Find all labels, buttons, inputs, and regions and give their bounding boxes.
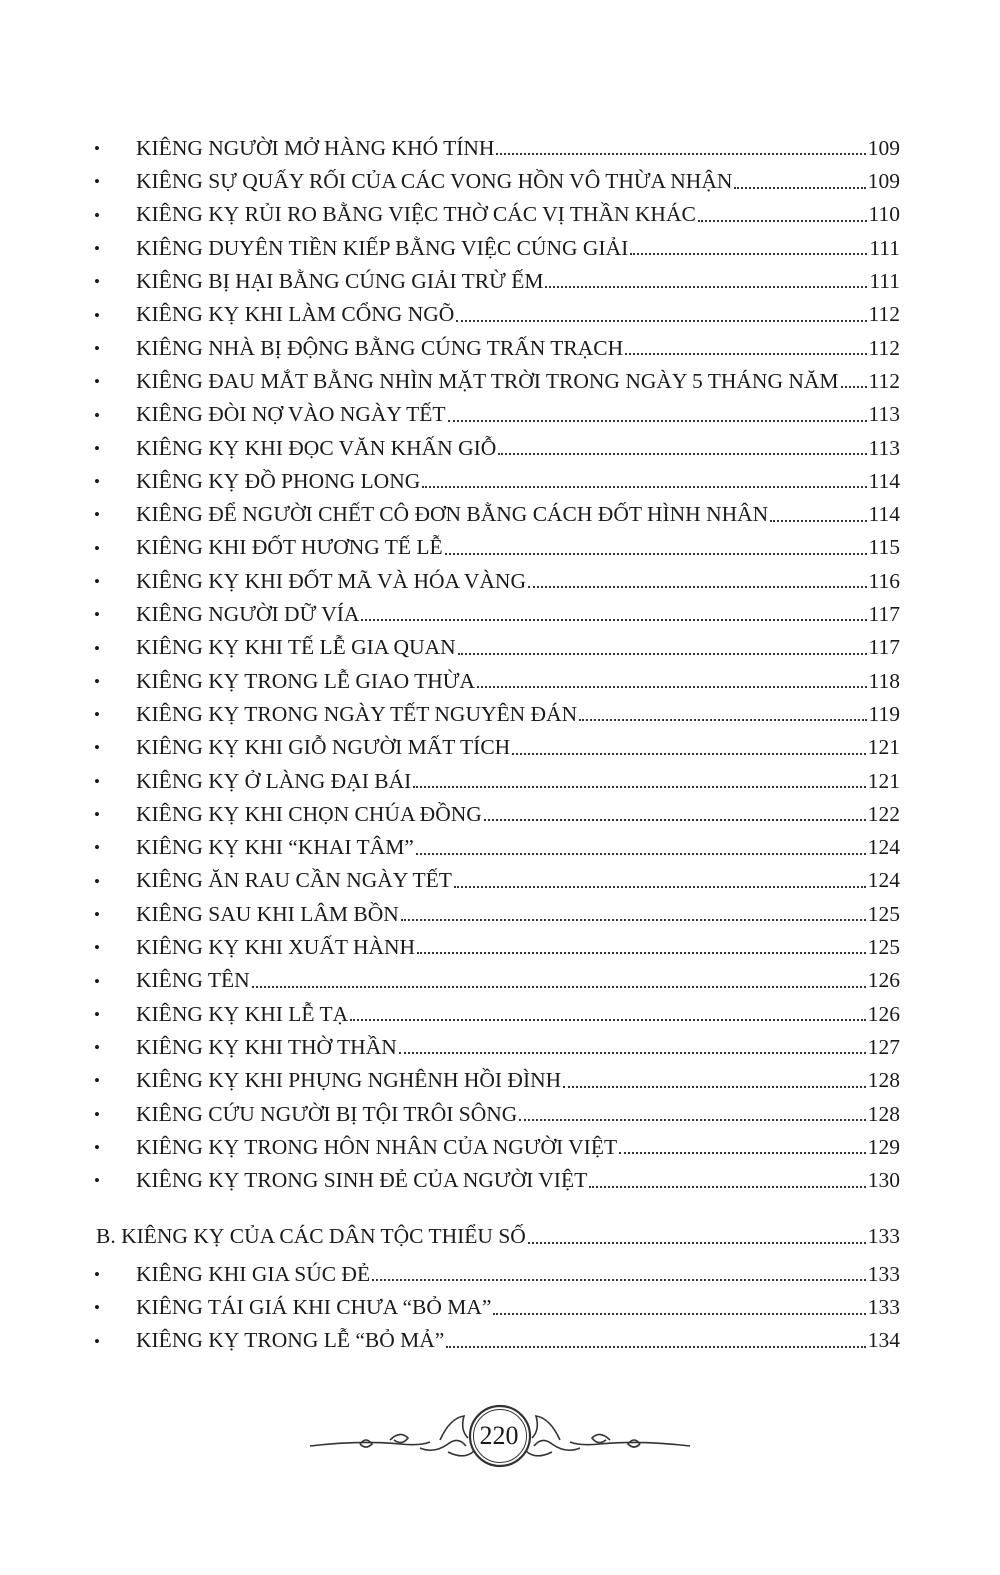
toc-entry bbox=[92, 398, 900, 431]
toc-list bbox=[92, 132, 900, 1198]
toc-entry bbox=[92, 498, 900, 531]
toc-entry bbox=[92, 1164, 900, 1197]
bullet-icon: • bbox=[94, 971, 100, 991]
leader-dots bbox=[361, 618, 866, 621]
toc-entry bbox=[92, 865, 900, 898]
section-item-label: KIÊNG KHI GIA SÚC ĐẺ bbox=[136, 1261, 371, 1286]
toc-entry-page: 126 bbox=[867, 1001, 900, 1026]
toc-entry-page: 117 bbox=[868, 602, 900, 627]
bullet-icon: • bbox=[94, 1265, 100, 1285]
toc-entry bbox=[92, 731, 900, 764]
toc-entry bbox=[92, 365, 900, 398]
bullet-icon: • bbox=[94, 838, 100, 858]
toc-entry-page: 114 bbox=[868, 502, 900, 527]
leader-dots bbox=[372, 1278, 866, 1281]
leader-dots bbox=[498, 452, 866, 455]
toc-entry-label: KIÊNG KỴ TRONG HÔN NHÂN CỦA NGƯỜI VIỆT bbox=[136, 1134, 618, 1159]
toc-entry-label: KIÊNG KỴ KHI GIỖ NGƯỜI MẤT TÍCH bbox=[136, 735, 511, 760]
toc-entry bbox=[92, 765, 900, 798]
bullet-icon: • bbox=[94, 505, 100, 525]
toc-entry bbox=[92, 598, 900, 631]
bullet-icon: • bbox=[94, 938, 100, 958]
page-number: 220 bbox=[479, 1421, 519, 1450]
toc-entry-page: 124 bbox=[867, 835, 900, 860]
leader-dots bbox=[625, 352, 866, 355]
toc-entry-label: KIÊNG KỴ KHI XUẤT HÀNH bbox=[136, 935, 416, 960]
leader-dots bbox=[512, 752, 866, 755]
toc-entry bbox=[92, 1098, 900, 1131]
bullet-icon: • bbox=[94, 572, 100, 591]
leader-dots bbox=[399, 1051, 866, 1054]
toc-entry-page: 124 bbox=[867, 868, 900, 893]
bullet-icon: • bbox=[94, 904, 100, 924]
leader-dots bbox=[579, 718, 866, 721]
toc-entry-label: KIÊNG KỴ RỦI RO BẰNG VIỆC THỜ CÁC VỊ THẦN KHÁC bbox=[136, 202, 696, 227]
toc-entry bbox=[92, 298, 900, 331]
toc-entry-label: KIÊNG CỨU NGƯỜI BỊ TỘI TRÔI SÔNG bbox=[136, 1101, 518, 1126]
leader-dots bbox=[770, 519, 866, 522]
bullet-icon: • bbox=[94, 1331, 100, 1351]
leader-dots bbox=[350, 1018, 866, 1021]
toc-entry bbox=[92, 1131, 900, 1164]
toc-entry-label: KIÊNG KỴ Ở LÀNG ĐẠI BÁI bbox=[136, 768, 412, 793]
bullet-icon: • bbox=[94, 438, 100, 458]
toc-entry-page: 121 bbox=[867, 735, 900, 760]
bullet-icon: • bbox=[94, 871, 100, 891]
toc-entry-page: 110 bbox=[868, 202, 900, 227]
toc-entry bbox=[92, 998, 900, 1031]
toc-entry bbox=[92, 532, 900, 565]
toc-entry-label: KIÊNG ĐAU MẮT BẰNG NHÌN MẶT TRỜI TRONG NGÀY 5 THÁNG NĂM bbox=[136, 368, 839, 393]
toc-entry-label: KIÊNG KỴ KHI TẾ LỄ GIA QUAN bbox=[136, 635, 456, 660]
bullet-icon: • bbox=[94, 239, 100, 259]
leader-dots bbox=[401, 918, 866, 921]
toc-entry-label: KIÊNG KỴ KHI “KHAI TÂM” bbox=[136, 835, 414, 860]
bullet-icon: • bbox=[94, 1104, 100, 1124]
leader-dots bbox=[252, 985, 866, 988]
toc-entry bbox=[92, 831, 900, 864]
bullet-icon: • bbox=[94, 1071, 100, 1091]
toc-entry-page: 114 bbox=[868, 468, 900, 493]
toc-entry bbox=[92, 798, 900, 831]
toc-entry-page: 127 bbox=[867, 1034, 900, 1059]
bullet-icon: • bbox=[94, 705, 100, 725]
toc-entry-label: KIÊNG SAU KHI LÂM BỒN bbox=[136, 901, 399, 926]
toc-entry-page: 121 bbox=[867, 768, 900, 793]
toc-entry bbox=[92, 631, 900, 664]
leader-dots bbox=[528, 1241, 866, 1244]
toc-entry bbox=[92, 964, 900, 997]
bullet-icon: • bbox=[94, 771, 100, 791]
leader-dots bbox=[445, 552, 867, 555]
toc-entry-label: KIÊNG KỴ KHI THỜ THẦN bbox=[136, 1034, 397, 1059]
toc-entry-page: 125 bbox=[867, 935, 900, 960]
toc-entry-label: KIÊNG KỴ TRONG NGÀY TẾT NGUYÊN ĐÁN bbox=[136, 701, 578, 726]
leader-dots bbox=[630, 252, 867, 255]
toc-entry-label: KIÊNG KỴ TRONG LỄ GIAO THỪA bbox=[136, 668, 475, 693]
toc-entry bbox=[92, 265, 900, 298]
toc-entry-page: 112 bbox=[868, 335, 900, 360]
leader-dots bbox=[477, 685, 867, 688]
toc-entry bbox=[92, 199, 900, 232]
toc-entry-page: 116 bbox=[868, 568, 900, 593]
bullet-icon: • bbox=[94, 1004, 100, 1024]
toc-entry bbox=[92, 132, 900, 165]
bullet-icon: • bbox=[94, 372, 100, 392]
bullet-icon: • bbox=[94, 405, 100, 425]
section-item-list bbox=[92, 1258, 900, 1358]
bullet-icon: • bbox=[94, 805, 100, 825]
section-item-page: 133 bbox=[867, 1295, 900, 1320]
toc-entry bbox=[92, 332, 900, 365]
toc-entry bbox=[92, 898, 900, 931]
bullet-icon: • bbox=[94, 605, 100, 625]
bullet-icon: • bbox=[94, 338, 100, 358]
bullet-icon: • bbox=[94, 1138, 100, 1158]
toc-entry-page: 113 bbox=[868, 435, 900, 460]
section-heading-page: 133 bbox=[867, 1224, 900, 1249]
toc-entry bbox=[92, 432, 900, 465]
leader-dots bbox=[563, 1085, 866, 1088]
bullet-icon: • bbox=[94, 272, 100, 292]
toc-entry bbox=[92, 931, 900, 964]
toc-entry-page: 126 bbox=[867, 968, 900, 993]
toc-entry-label: KIÊNG ĐỂ NGƯỜI CHẾT CÔ ĐƠN BẰNG CÁCH ĐỐT HÌNH NHÂN bbox=[136, 502, 769, 527]
bullet-icon: • bbox=[94, 472, 100, 492]
toc-entry-label: KIÊNG KHI ĐỐT HƯƠNG TẾ LỄ bbox=[136, 535, 443, 560]
leader-dots bbox=[413, 785, 865, 788]
toc-entry-label: KIÊNG NHÀ BỊ ĐỘNG BẰNG CÚNG TRẤN TRẠCH bbox=[136, 335, 624, 360]
leader-dots bbox=[528, 585, 867, 588]
leader-dots bbox=[519, 1118, 865, 1121]
bullet-icon: • bbox=[94, 538, 100, 558]
toc-entry bbox=[92, 165, 900, 198]
toc-entry-label: KIÊNG KỴ ĐỒ PHONG LONG bbox=[136, 468, 421, 493]
toc-entry bbox=[92, 465, 900, 498]
toc-entry-page: 112 bbox=[868, 368, 900, 393]
section-item bbox=[92, 1291, 900, 1324]
bullet-icon: • bbox=[94, 671, 100, 691]
leader-dots bbox=[619, 1151, 866, 1154]
toc-entry bbox=[92, 232, 900, 265]
toc-entry bbox=[92, 1064, 900, 1097]
toc-entry-page: 111 bbox=[869, 235, 900, 260]
leader-dots bbox=[734, 186, 865, 189]
bullet-icon: • bbox=[94, 1038, 100, 1058]
toc-entry-page: 129 bbox=[867, 1134, 900, 1159]
toc-entry-page: 117 bbox=[868, 635, 900, 660]
leader-dots bbox=[698, 219, 867, 222]
toc-entry-label: KIÊNG KỴ KHI ĐỌC VĂN KHẤN GIỖ bbox=[136, 435, 497, 460]
toc-entry-page: 112 bbox=[868, 302, 900, 327]
toc-entry-label: KIÊNG KỴ TRONG SINH ĐẺ CỦA NGƯỜI VIỆT bbox=[136, 1168, 588, 1193]
toc-entry-label: KIÊNG KỴ KHI PHỤNG NGHÊNH HỒI ĐÌNH bbox=[136, 1068, 562, 1093]
leader-dots bbox=[456, 319, 866, 322]
bullet-icon: • bbox=[94, 305, 100, 325]
toc-entry bbox=[92, 1031, 900, 1064]
toc-entry-page: 118 bbox=[868, 668, 900, 693]
section-item-page: 133 bbox=[867, 1261, 900, 1286]
toc-entry-label: KIÊNG ĂN RAU CẦN NGÀY TẾT bbox=[136, 868, 452, 893]
bullet-icon: • bbox=[94, 1298, 100, 1318]
bullet-icon: • bbox=[94, 738, 100, 758]
toc-entry-page: 119 bbox=[868, 701, 900, 726]
leader-dots bbox=[416, 852, 866, 855]
leader-dots bbox=[446, 1345, 865, 1348]
toc-entry bbox=[92, 698, 900, 731]
leader-dots bbox=[493, 1312, 865, 1315]
toc-entry-page: 130 bbox=[867, 1168, 900, 1193]
toc-entry-label: KIÊNG KỴ KHI ĐỐT MÃ VÀ HÓA VÀNG bbox=[136, 568, 526, 593]
toc-entry bbox=[92, 565, 900, 598]
toc-entry-page: 109 bbox=[867, 135, 900, 160]
toc-entry-page: 111 bbox=[869, 269, 900, 294]
leader-dots bbox=[496, 152, 865, 155]
leader-dots bbox=[589, 1185, 866, 1188]
section-item bbox=[92, 1258, 900, 1291]
section-item-page: 134 bbox=[867, 1328, 900, 1353]
bullet-icon: • bbox=[94, 638, 100, 658]
toc-entry-page: 115 bbox=[868, 535, 900, 560]
leader-dots bbox=[841, 385, 867, 388]
toc-entry-label: KIÊNG ĐÒI NỢ VÀO NGÀY TẾT bbox=[136, 402, 446, 427]
section-item bbox=[92, 1325, 900, 1358]
toc-entry-page: 122 bbox=[867, 801, 900, 826]
toc-entry-page: 128 bbox=[867, 1068, 900, 1093]
bullet-icon: • bbox=[94, 139, 100, 159]
toc-entry-label: KIÊNG BỊ HẠI BẰNG CÚNG GIẢI TRỪ ẾM bbox=[136, 269, 544, 294]
leader-dots bbox=[417, 951, 866, 954]
section-item-label: KIÊNG TÁI GIÁ KHI CHƯA “BỎ MA” bbox=[136, 1295, 492, 1320]
section-item-label: KIÊNG KỴ TRONG LỄ “BỎ MẢ” bbox=[136, 1328, 445, 1353]
leader-dots bbox=[448, 419, 867, 422]
section-heading-label: B. KIÊNG KỴ CỦA CÁC DÂN TỘC THIỂU SỐ bbox=[96, 1224, 526, 1249]
toc-entry bbox=[92, 665, 900, 698]
toc-entry-label: KIÊNG TÊN bbox=[136, 968, 250, 993]
leader-dots bbox=[422, 485, 866, 488]
leader-dots bbox=[454, 885, 866, 888]
toc-entry-label: KIÊNG KỴ KHI CHỌN CHÚA ĐỒNG bbox=[136, 801, 482, 826]
toc-entry-label: KIÊNG NGƯỜI MỞ HÀNG KHÓ TÍNH bbox=[136, 135, 495, 160]
toc-entry-label: KIÊNG DUYÊN TIỀN KIẾP BẰNG VIỆC CÚNG GIẢI bbox=[136, 235, 629, 260]
toc-entry-page: 113 bbox=[868, 402, 900, 427]
toc-entry-page: 125 bbox=[867, 901, 900, 926]
leader-dots bbox=[545, 285, 867, 288]
toc-entry-page: 109 bbox=[867, 169, 900, 194]
leader-dots bbox=[484, 818, 866, 821]
bullet-icon: • bbox=[94, 1171, 100, 1191]
toc-entry-page: 128 bbox=[867, 1101, 900, 1126]
leader-dots bbox=[458, 652, 867, 655]
section-heading bbox=[96, 1220, 900, 1254]
toc-entry-label: KIÊNG KỴ KHI LÀM CỔNG NGÕ bbox=[136, 302, 455, 327]
bullet-icon: • bbox=[94, 205, 100, 225]
toc-entry-label: KIÊNG KỴ KHI LỄ TẠ bbox=[136, 1001, 349, 1026]
toc-entry-label: KIÊNG SỰ QUẤY RỐI CỦA CÁC VONG HỒN VÔ THỪA NHẬN bbox=[136, 169, 733, 194]
toc-entry-label: KIÊNG NGƯỜI DỮ VÍA bbox=[136, 602, 360, 627]
bullet-icon: • bbox=[94, 172, 100, 192]
